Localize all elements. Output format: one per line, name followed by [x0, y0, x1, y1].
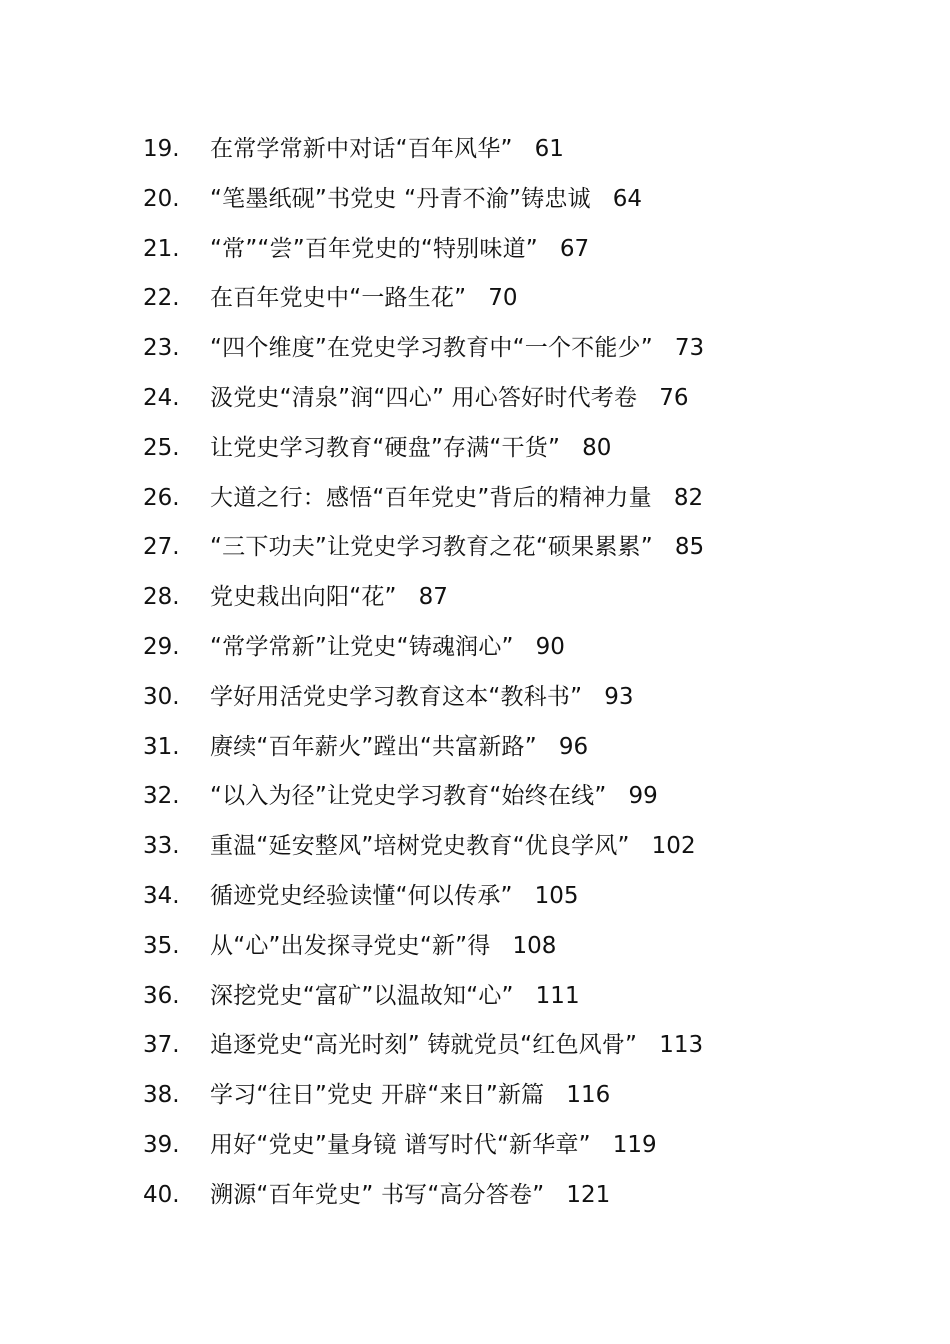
toc-number: 39.: [143, 1131, 180, 1158]
toc-row[interactable]: [0, 1071, 950, 1121]
toc-row[interactable]: [0, 125, 950, 175]
toc-number: 37.: [143, 1032, 180, 1059]
toc-page-number: 87: [418, 584, 448, 611]
toc-page-number: 70: [488, 285, 518, 312]
toc-row[interactable]: [0, 673, 950, 723]
toc-number: 35.: [143, 932, 180, 959]
toc-page-number: 102: [651, 833, 696, 860]
toc-row[interactable]: [0, 922, 950, 972]
toc-row[interactable]: [0, 872, 950, 922]
toc-title: 汲党史“清泉”润“四心” 用心答好时代考卷: [210, 384, 638, 411]
toc-title: 用好“党史”量身镜 谱写时代“新华章”: [210, 1131, 591, 1158]
toc-row[interactable]: [0, 772, 950, 822]
toc-number: 38.: [143, 1082, 180, 1109]
toc-number: 19.: [143, 136, 180, 162]
toc-title: 赓续“百年薪火”蹚出“共富新路”: [210, 733, 537, 760]
toc-title: 大道之行：感悟“百年党史”背后的精神力量: [210, 484, 652, 511]
toc-page-number: 93: [604, 683, 634, 710]
toc-page-number: 119: [612, 1131, 657, 1158]
toc-number: 40.: [143, 1181, 180, 1208]
toc-title: “常”“尝”百年党史的“特别味道”: [210, 235, 538, 262]
toc-row[interactable]: [0, 1021, 950, 1071]
toc-title: 重温“延安整风”培树党史教育“优良学风”: [210, 833, 630, 860]
toc-number: 25.: [143, 434, 180, 461]
toc-row[interactable]: [0, 723, 950, 773]
toc-row[interactable]: [0, 175, 950, 225]
toc-title: 学习“往日”党史 开辟“来日”新篇: [210, 1082, 545, 1109]
toc-page-number: 96: [558, 733, 589, 760]
toc-number: 24.: [143, 384, 180, 411]
toc-number: 34.: [143, 882, 180, 909]
toc-row[interactable]: [0, 225, 950, 275]
toc-title: 在百年党史中“一路生花”: [210, 285, 467, 312]
toc-page-number: 108: [512, 932, 557, 959]
toc-title: 溯源“百年党史” 书写“高分答卷”: [210, 1181, 545, 1208]
toc-row[interactable]: [0, 474, 950, 524]
toc-number: 27.: [143, 534, 180, 561]
toc-row[interactable]: [0, 1121, 950, 1171]
toc-row[interactable]: [0, 274, 950, 324]
toc-title: 让党史学习教育“硬盘”存满“干货”: [210, 434, 561, 461]
toc-number: 32.: [143, 783, 180, 810]
toc-number: 31.: [143, 733, 180, 760]
toc-page-number: 61: [534, 136, 564, 162]
toc-row[interactable]: [0, 822, 950, 872]
toc-title: 循迹党史经验读懂“何以传承”: [210, 882, 513, 909]
toc-page-number: 73: [674, 335, 705, 362]
toc-number: 22.: [143, 285, 180, 312]
table-of-contents: [0, 125, 950, 1221]
toc-title: 在常学常新中对话“百年风华”: [210, 136, 513, 162]
toc-number: 26.: [143, 484, 180, 511]
toc-row[interactable]: [0, 623, 950, 673]
toc-page-number: 113: [659, 1032, 704, 1059]
toc-title: “常学常新”让党史“铸魂润心”: [210, 633, 514, 660]
toc-page-number: 105: [534, 882, 579, 909]
toc-page-number: 82: [673, 484, 704, 511]
toc-page-number: 85: [674, 534, 705, 561]
toc-title: 从“心”出发探寻党史“新”得: [210, 932, 491, 959]
toc-row[interactable]: [0, 972, 950, 1022]
toc-page-number: 64: [612, 185, 643, 212]
toc-page-number: 76: [659, 384, 689, 411]
toc-page-number: 90: [535, 633, 565, 660]
toc-page-number: 67: [559, 235, 590, 262]
toc-title: 党史栽出向阳“花”: [210, 584, 397, 611]
toc-number: 21.: [143, 235, 180, 262]
toc-row[interactable]: [0, 1171, 950, 1221]
toc-number: 33.: [143, 833, 180, 860]
toc-number: 23.: [143, 335, 180, 362]
toc-title: “以入为径”让党史学习教育“始终在线”: [210, 783, 607, 810]
toc-title: “笔墨纸砚”书党史 “丹青不渝”铸忠诚: [210, 185, 591, 212]
toc-page-number: 116: [566, 1082, 611, 1109]
toc-number: 29.: [143, 633, 180, 660]
toc-page-number: 121: [566, 1181, 611, 1208]
toc-number: 36.: [143, 982, 180, 1009]
toc-title: 学好用活党史学习教育这本“教科书”: [210, 683, 583, 710]
toc-number: 20.: [143, 185, 180, 212]
toc-page-number: 80: [582, 434, 612, 461]
toc-number: 30.: [143, 683, 180, 710]
toc-number: 28.: [143, 584, 180, 611]
toc-page-number: 99: [628, 783, 658, 810]
toc-row[interactable]: [0, 424, 950, 474]
toc-row[interactable]: [0, 523, 950, 573]
toc-title: 深挖党史“富矿”以温故知“心”: [210, 982, 514, 1009]
toc-title: “三下功夫”让党史学习教育之花“硕果累累”: [210, 534, 653, 561]
toc-row[interactable]: [0, 573, 950, 623]
toc-title: 追逐党史“高光时刻” 铸就党员“红色风骨”: [210, 1032, 638, 1059]
toc-title: “四个维度”在党史学习教育中“一个不能少”: [210, 335, 653, 362]
toc-page-number: 111: [535, 982, 580, 1009]
toc-row[interactable]: [0, 324, 950, 374]
toc-row[interactable]: [0, 374, 950, 424]
